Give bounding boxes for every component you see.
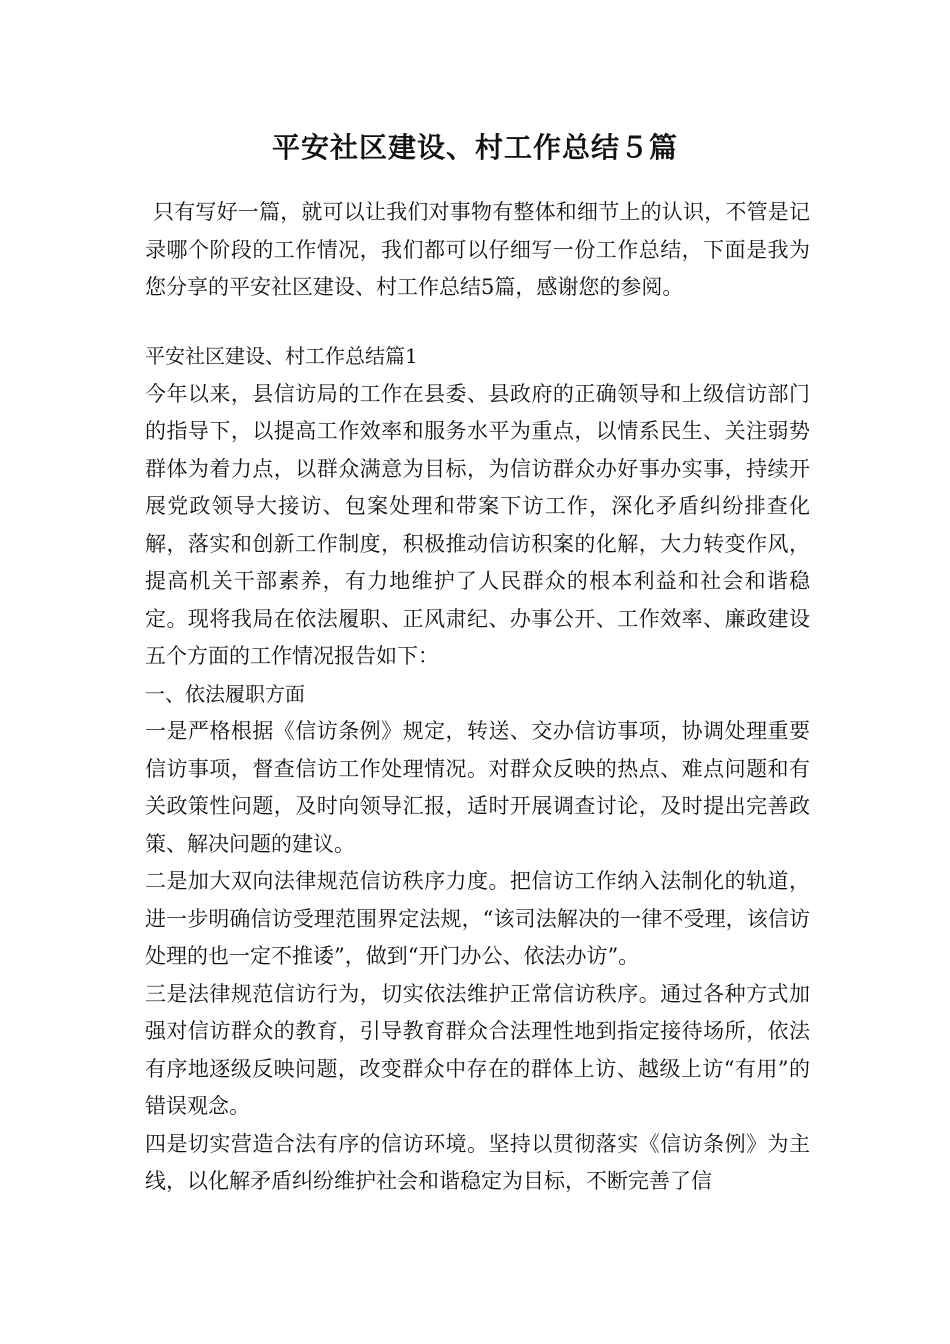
paragraph-overview: 今年以来，县信访局的工作在县委、县政府的正确领导和上级信访部门的指导下，以提高工作效率和服务水平为重点，以情系民生、关注弱势群体为着力点，以群众满意为目标，为信访群众办好事办实事，持续开展党政领导大接访、包案处理和带案下访工作，深化矛盾纠纷排查化解，落实和创新工作制度，积极推动信访积案的化解，大力转变作风，提高机关干部素养，有力地维护了人民群众的根本利益和社会和谐稳定。现将我局在依法履职、正风肃纪、办事公开、工作效率、廉政建设五个方面的工作情况报告如下：	[145, 381, 810, 668]
document-title: 平安社区建设、村工作总结５篇	[271, 131, 678, 164]
heading-lawful-duty: 一、依法履职方面	[145, 681, 305, 706]
paragraph-point-one: 一是严格根据《信访条例》规定，转送、交办信访事项，协调处理重要信访事项，督查信访工作处理情况。对群众反映的热点、难点问题和有关政策性问题，及时向领导汇报，适时开展调查讨论，及时提出完善政策、解决问题的建议。	[145, 719, 810, 856]
document-body	[145, 338, 810, 1201]
paragraph-point-two: 二是加大双向法律规范信访秩序力度。把信访工作纳入法制化的轨道，进一步明确信访受理范围界定法规，“该司法解决的一律不受理，该信访处理的也一定不推诿”，做到“开门办公、依法办访”。	[145, 869, 810, 968]
intro-paragraph: 只有写好一篇，就可以让我们对事物有整体和细节上的认识，不管是记录哪个阶段的工作情况，我们都可以仔细写一份工作总结，下面是我为您分享的平安社区建设、村工作总结5篇，感谢您的参阅。	[145, 200, 810, 299]
paragraph-point-three: 三是法律规范信访行为，切实依法维护正常信访秩序。通过各种方式加强对信访群众的教育，引导教育群众合法理性地到指定接待场所，依法有序地逐级反映问题，改变群众中存在的群体上访、越级上访“有用”的错误观念。	[145, 981, 810, 1118]
section-title: 平安社区建设、村工作总结篇1	[145, 344, 418, 368]
paragraph-point-four: 四是切实营造合法有序的信访环境。坚持以贯彻落实《信访条例》为主线，以化解矛盾纠纷维护社会和谐稳定为目标，不断完善了信	[145, 1131, 810, 1193]
